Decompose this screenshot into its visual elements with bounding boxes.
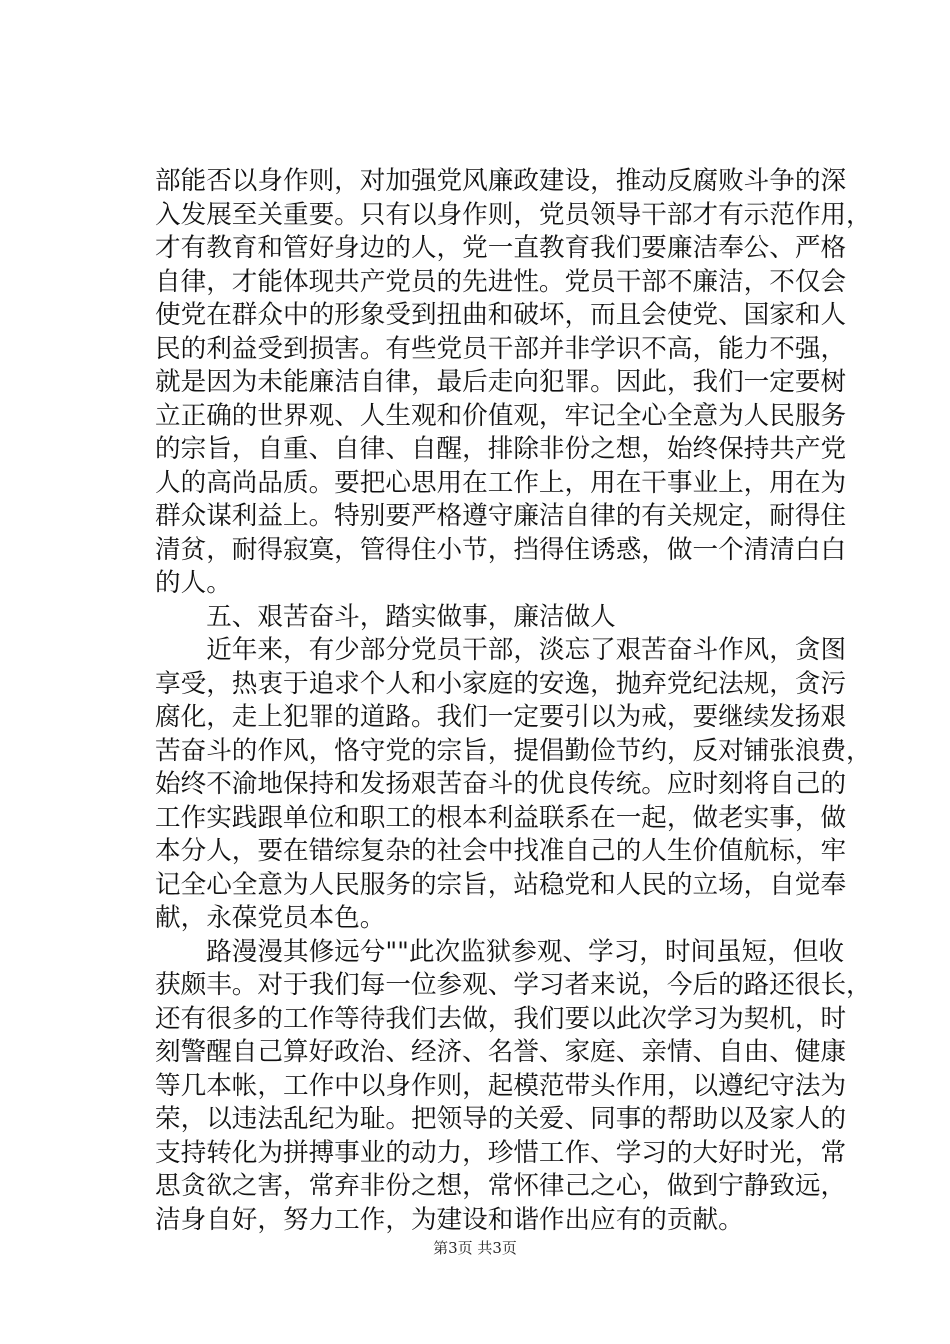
text-line: 等几本帐，工作中以身作则，起模范带头作用，以遵纪守法为 (155, 1070, 847, 1101)
text-line: 使党在群众中的形象受到扭曲和破坏，而且会使党、国家和人 (155, 300, 847, 330)
text-line: 立正确的世界观、人生观和价值观，牢记全心全意为人民服务 (155, 400, 847, 431)
text-line: 群众谋利益上。特别要严格遵守廉洁自律的有关规定，耐得住 (155, 501, 847, 531)
text-line: 就是因为未能廉洁自律，最后走向犯罪。因此，我们一定要树 (155, 367, 847, 397)
text-line: 路漫漫其修远兮""此次监狱参观、学习，时间虽短，但收 (155, 936, 844, 967)
text-line: 的人。 (155, 568, 232, 598)
text-line: 洁身自好，努力工作，为建设和谐作出应有的贡献。 (155, 1204, 744, 1235)
text-line: 本分人，要在错综复杂的社会中找准自己的人生价值航标，牢 (155, 836, 847, 866)
text-line: 腐化，走上犯罪的道路。我们一定要引以为戒，要继续发扬艰 (155, 702, 847, 732)
text-line: 献，永葆党员本色。 (155, 903, 386, 933)
text-line: 工作实践跟单位和职工的根本利益联系在一起，做老实事，做 (155, 802, 847, 833)
text-line: 清贫，耐得寂寞，管得住小节，挡得住诱惑，做一个清清白白 (155, 534, 847, 565)
page-footer (0, 1238, 950, 1258)
text-line: 苦奋斗的作风，恪守党的宗旨，提倡勤俭节约，反对铺张浪费， (155, 735, 872, 766)
text-line: 获颇丰。对于我们每一位参观、学习者来说，今后的路还很长， (155, 970, 872, 1000)
document-body (155, 165, 872, 1237)
text-line: 入发展至关重要。只有以身作则，党员领导干部才有示范作用， (155, 199, 872, 230)
text-line: 人的高尚品质。要把心思用在工作上，用在干事业上，用在为 (155, 467, 847, 498)
text-line: 民的利益受到损害。有些党员干部并非学识不高，能力不强， (155, 333, 847, 364)
text-line: 才有教育和管好身边的人，党一直教育我们要廉洁奉公、严格 (155, 233, 847, 263)
section-heading: 五、艰苦奋斗，踏实做事，廉洁做人 (155, 601, 616, 632)
text-line: 自律，才能体现共产党员的先进性。党员干部不廉洁，不仅会 (155, 266, 847, 297)
text-line: 刻警醒自己算好政治、经济、名誉、家庭、亲情、自由、健康 (155, 1037, 847, 1067)
text-line: 支持转化为拼搏事业的动力，珍惜工作、学习的大好时光，常 (155, 1137, 847, 1168)
text-line: 还有很多的工作等待我们去做，我们要以此次学习为契机，时 (155, 1003, 847, 1034)
text-line: 思贪欲之害，常弃非份之想，常怀律己之心，做到宁静致远， (155, 1171, 847, 1201)
text-line: 荣，以违法乱纪为耻。把领导的关爱、同事的帮助以及家人的 (155, 1104, 847, 1134)
page-number-label: 第3页 共3页 (433, 1239, 517, 1257)
text-line: 的宗旨，自重、自律、自醒，排除非份之想，始终保持共产党 (155, 434, 847, 464)
text-line: 记全心全意为人民服务的宗旨，站稳党和人民的立场，自觉奉 (155, 869, 847, 900)
text-line: 始终不渝地保持和发扬艰苦奋斗的优良传统。应时刻将自己的 (155, 769, 847, 799)
text-line: 享受，热衷于追求个人和小家庭的安逸，抛弃党纪法规，贪污 (155, 668, 847, 699)
text-line: 近年来，有少部分党员干部，淡忘了艰苦奋斗作风，贪图 (155, 635, 847, 665)
text-line: 部能否以身作则，对加强党风廉政建设，推动反腐败斗争的深 (155, 166, 847, 196)
